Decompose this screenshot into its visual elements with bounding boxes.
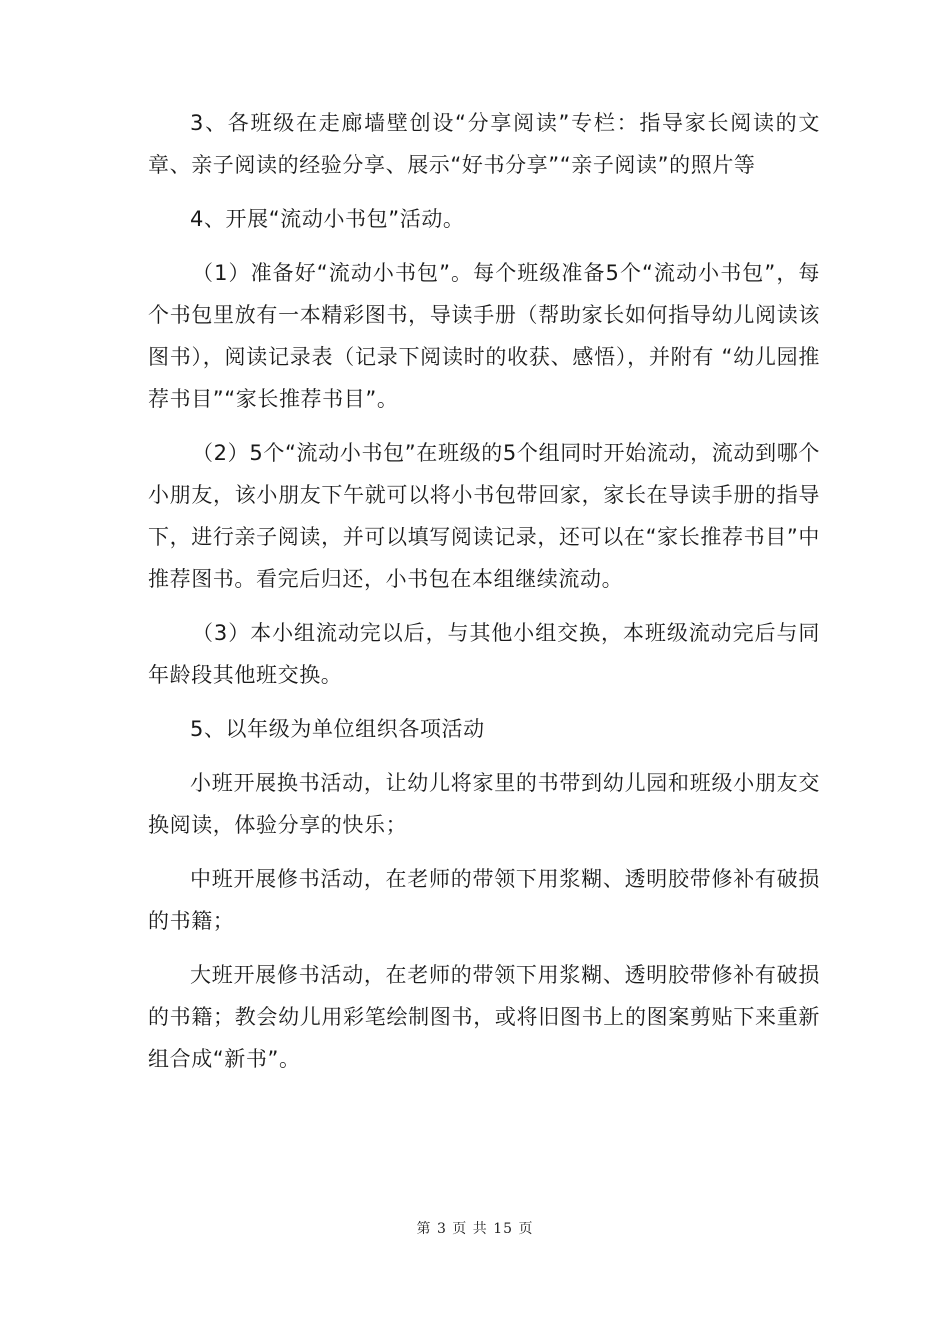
page-number-footer: 第 3 页 共 15 页	[416, 1221, 534, 1237]
paragraph-subitem-3: （3）本小组流动完以后，与其他小组交换，本班级流动完后与同年龄段其他班交换。	[148, 621, 820, 687]
document-body	[148, 102, 820, 1080]
paragraph-item-3: 3、各班级在走廊墙壁创设“分享阅读”专栏：指导家长阅读的文章、亲子阅读的经验分享、展示“好书分享”“亲子阅读”的照片等	[148, 111, 820, 177]
paragraph-subitem-2: （2）5个“流动小书包”在班级的5个组同时开始流动，流动到哪个小朋友，该小朋友下午就可以将小书包带回家，家长在导读手册的指导下，进行亲子阅读，并可以填写阅读记录，还可以在“家长推荐书目”中推荐图书。看完后归还，小书包在本组继续流动。	[148, 441, 820, 591]
paragraph-small-class: 小班开展换书活动，让幼儿将家里的书带到幼儿园和班级小朋友交换阅读，体验分享的快乐；	[148, 771, 820, 837]
paragraph-large-class: 大班开展修书活动，在老师的带领下用浆糊、透明胶带修补有破损的书籍；教会幼儿用彩笔绘制图书，或将旧图书上的图案剪贴下来重新组合成“新书”。	[148, 963, 820, 1071]
paragraph-item-4: 4、开展“流动小书包”活动。	[190, 207, 465, 231]
paragraph-subitem-1: （1）准备好“流动小书包”。每个班级准备5个“流动小书包”，每个书包里放有一本精彩图书，导读手册（帮助家长如何指导幼儿阅读该图书），阅读记录表（记录下阅读时的收获、感悟），并附有 “幼儿园推荐书目”“家长推荐书目”。	[148, 261, 820, 411]
paragraph-item-5: 5、以年级为单位组织各项活动	[190, 717, 485, 741]
paragraph-middle-class: 中班开展修书活动，在老师的带领下用浆糊、透明胶带修补有破损的书籍；	[148, 867, 820, 933]
